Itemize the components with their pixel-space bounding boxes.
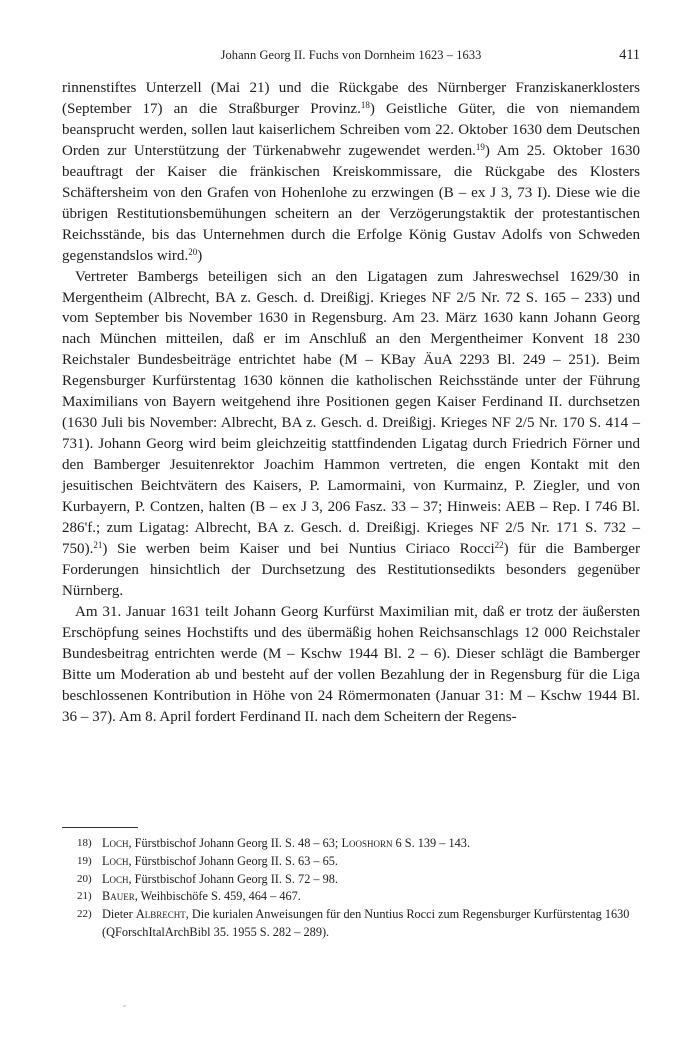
footnote-ref-21: 21	[93, 539, 103, 550]
footnote-20: 20) Loch, Fürstbischof Johann Georg II. S. 72 – 98.	[62, 871, 640, 889]
footnote-author: Loch	[102, 871, 129, 886]
running-title: Johann Georg II. Fuchs von Dornheim 1623 – 1633	[220, 48, 482, 62]
footnote-ref-19: 19	[475, 141, 485, 152]
footnote-mark: 18)	[77, 837, 92, 849]
footnote-divider	[62, 827, 138, 828]
footnote-mark: 20)	[77, 872, 92, 885]
main-text	[62, 78, 640, 728]
paragraph-2: Vertreter Bambergs beteiligen sich an den Ligatagen zum Jahreswechsel 1629/30 in Mergentheim (Albrecht, BA z. Gesch. d. Dreißigj. Krieges NF 2/5 Nr. 72 S. 165 – 233) und vom September bis November 1630 in Regensburg. Am 23. März 1630 kann Johann Georg nach München mitteilen, daß er im Anschluß an den Mergentheimer Konvent 18 230 Reichstaler Bundesbeiträge entrichtet habe (M – KBay ÄuA 2293 Bl. 249 – 251). Beim Regensburger Kurfürstentag 1630 können die katholischen Reichsstände unter der Führung Maximilians von Bayern weitgehend ihre Positionen gegen Kaiser Ferdinand II. durchsetzen (1630 Juli bis November: Albrecht, BA z. Gesch. d. Dreißigj. Krieges NF 2/5 Nr. 170 S. 414 – 731). Johann Georg wird beim gleichzeitig stattfindenden Ligatag durch Friedrich Förner und den Bamberger Jesuitenrektor Joachim Hammon vertreten, die engen Kontakt mit den jesuitischen Beichtvätern des Kaisers, P. Lamormaini, von Kurmainz, P. Ziegler, und von Kurbayern, P. Contzen, halten (B – ex J 3, 206 Fasz. 33 – 37; Hinweis: AEB – Rep. I 746 Bl. 286'f.; zum Ligatag: Albrecht, BA z. Gesch. d. Dreißigj. Krieges NF 2/5 Nr. 171 S. 732 – 750).$^{21}$) Sie werben beim Kaiser und bei Nuntius Ciriaco Rocci$^{22}$) für die Bamberger Forderungen hinsichtlich der Durchsetzung des Restitutionsedikts besonders gegenüber Nürnberg.	[62, 268, 640, 599]
footnote-author: Looshorn	[341, 836, 393, 850]
footnote-18: 18) Loch, Fürstbischof Johann Georg II. S. 48 – 63; Looshorn 6 S. 139 – 143.	[62, 835, 640, 853]
paragraph-3: Am 31. Januar 1631 teilt Johann Georg Kurfürst Maximilian mit, daß er trotz der äußersten Erschöpfung seines Hochstifts und des übermäßig hohen Reichsanschlags 12 000 Reichstaler Bundesbeitrag entrichten werde (M – Kschw 1944 Bl. 2 – 6). Dieser schlägt die Bamberger Bitte um Moderation ab und besteht auf der vollen Bezahlung der in Regensburg für die Liga beschlossenen Kontribution in Höhe von 24 Römermonaten (Januar 31: M – Kschw 1944 Bl. 36 – 37). Am 8. April fordert Ferdinand II. nach dem Scheitern der Regens-	[62, 603, 640, 725]
footnote-ref-22: 22	[494, 539, 504, 550]
footnote-mark: 21)	[77, 890, 92, 903]
paragraph-1: rinnenstiftes Unterzell (Mai 21) und die Rückgabe des Nürnberger Franziskanerklosters (September 17) an die Straßburger Provinz.$^{18}$) Geistliche Güter, die von niemandem beansprucht werden, sollen laut kaiserlichem Schreiben vom 22. Oktober 1630 dem Deutschen Orden zur Unterstützung der Türkenabwehr zugewendet werden.$^{19}$) Am 25. Oktober 1630 beauftragt der Kaiser die fränkischen Kreiskommissare, die Rückgabe des Klosters Schäftersheim von den Grafen von Hohenlohe zu erzwingen (B – ex J 3, 73 I). Diese wie die übrigen Restitutionsbemühungen scheitern an der Verzögerungstaktik der protestantischen Reichsstände, bis das Unternehmen durch die Erfolge König Gustav Adolfs von Schweden gegenstandslos wird.$^{20}$)	[62, 80, 640, 264]
footnote-author: Bauer	[102, 889, 135, 904]
footnote-ref-20: 20	[188, 246, 198, 257]
scan-speck	[123, 1005, 126, 1007]
footnote-mark: 22)	[77, 908, 92, 921]
footnote-ref-18: 18	[360, 99, 370, 110]
footnote-author: Loch	[102, 836, 129, 850]
footnote-22: 22) Dieter Albrecht, Die kurialen Anweisungen für den Nuntius Rocci zum Regensburger Kurfürstentag 1630 (QForschItalArchBibl 35. 1955 S. 282 – 289).	[77, 907, 630, 939]
footnote-21: 21) Bauer, Weihbischöfe S. 459, 464 – 467.	[62, 888, 640, 906]
page-number: 411	[619, 47, 640, 63]
footnotes	[62, 835, 640, 942]
running-header	[62, 48, 640, 68]
footnote-author: Loch	[102, 853, 129, 868]
footnote-author: Albrecht	[135, 907, 186, 922]
footnote-mark: 19)	[77, 854, 92, 867]
footnote-19: 19) Loch, Fürstbischof Johann Georg II. S. 63 – 65.	[62, 853, 640, 871]
